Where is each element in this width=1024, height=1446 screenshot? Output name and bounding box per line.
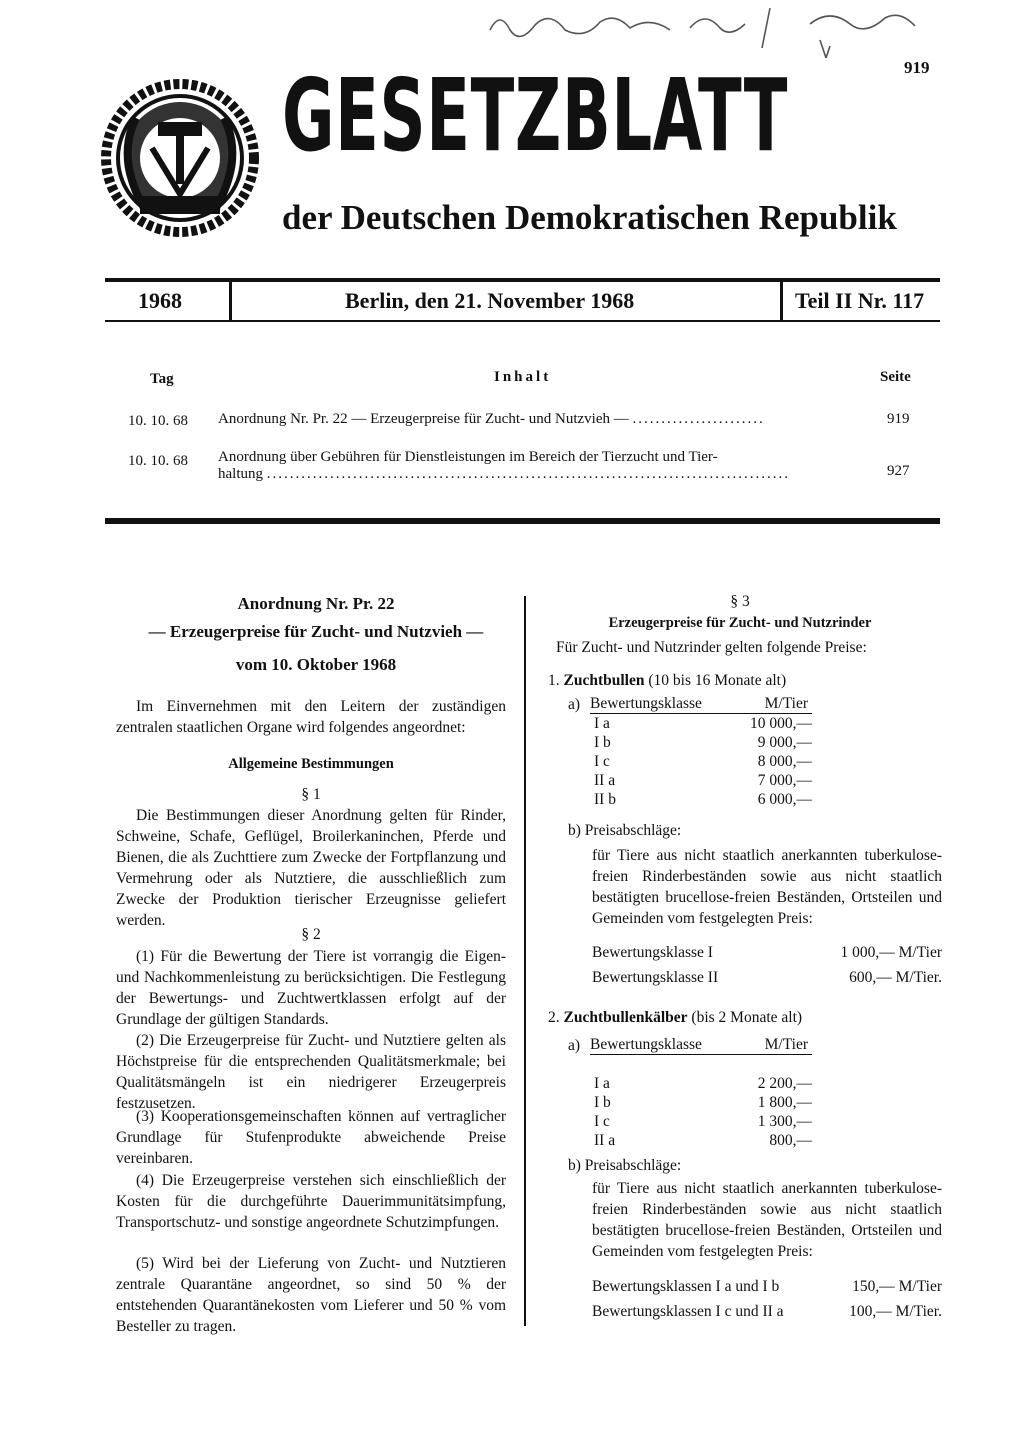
column-header: Bewertungsklasse	[590, 1035, 740, 1055]
table-row: I a 10 000,—	[594, 714, 812, 732]
table-row: I c 1 300,—	[594, 1112, 812, 1130]
toc-entry-title: Anordnung über Gebühren für Dienstleistungen im Bereich der Tierzucht und Tier-	[218, 449, 718, 465]
column-header: M/Tier	[740, 694, 812, 714]
sub-item-label: b) Preisabschläge:	[568, 822, 682, 839]
table-row: I a 2 200,—	[594, 1074, 812, 1092]
toc-entry-title: Anordnung Nr. Pr. 22 — Erzeugerpreise für Zucht- und Nutzvieh — .......................	[218, 411, 765, 427]
divider	[229, 280, 232, 322]
section-heading: Erzeugerpreise für Zucht- und Nutzrinder	[608, 615, 872, 631]
price-table	[590, 1035, 812, 1150]
paragraph-text: für Tiere aus nicht staatlich anerkannten tuberkulose-freien Rinderbeständen sowie aus nicht staatlich bestätigten brucellose-freien Beständen, Ortsteilen und Gemeinden vom festgelegten Preis:	[592, 1180, 942, 1260]
section-heading: Allgemeine Bestimmungen	[228, 756, 394, 772]
state-emblem-icon	[100, 78, 260, 238]
toc-date-header: Tag	[150, 371, 174, 387]
price-table	[590, 694, 812, 809]
table-row: II a 800,—	[594, 1131, 812, 1149]
paragraph-text: Für Zucht- und Nutzrinder gelten folgende Preise:	[556, 639, 867, 656]
toc-entry-page: 919	[887, 411, 910, 427]
decree-date: vom 10. Oktober 1968	[235, 655, 397, 674]
toc-page-header: Seite	[880, 369, 911, 385]
intro-paragraph: Im Einvernehmen mit den Leitern der zuständigen zentralen staatlichen Organe wird folgendes angeordnet:	[116, 698, 506, 736]
toc-entry-date: 10. 10. 68	[128, 453, 188, 469]
handwritten-note	[470, 0, 930, 60]
surcharge-row: Bewertungsklasse II 600,— M/Tier.	[592, 969, 942, 986]
surcharge-row: Bewertungsklassen I a und I b 150,— M/Tier	[592, 1278, 942, 1295]
decree-subtitle: — Erzeugerpreise für Zucht- und Nutzvieh —	[148, 622, 484, 641]
column-divider	[524, 596, 526, 1326]
toc-title-header: Inhalt	[494, 369, 552, 385]
sub-item-label: b) Preisabschläge:	[568, 1157, 682, 1174]
paragraph-text: für Tiere aus nicht staatlich anerkannten tuberkulose-freien Rinderbeständen sowie aus nicht staatlich bestätigten brucellose-freien Beständen, Ortsteilen und Gemeinden vom festgelegten Preis:	[592, 847, 942, 927]
divider	[780, 280, 783, 322]
list-item: 2. Zuchtbullenkälber (bis 2 Monate alt)	[548, 1009, 803, 1026]
surcharge-row: Bewertungsklassen I c und II a 100,— M/Tier.	[592, 1303, 942, 1320]
paragraph-text: (5) Wird bei der Lieferung von Zucht- und Nutztieren zentrale Quarantäne angeordnet, so sind 50 % der entstehenden Quarantänekosten vom Lieferer und 50 % vom Besteller zu tragen.	[116, 1255, 506, 1335]
paragraph-text: (2) Die Erzeugerpreise für Zucht- und Nutztiere gelten als Höchstpreise für die entsprechenden Qualitätsmerkmale; bei Qualitätsmängeln ist ein niedrigerer Erzeugerpreis festzusetzen.	[116, 1032, 506, 1112]
table-row: I c 8 000,—	[594, 752, 812, 770]
list-item: 1. Zuchtbullen (10 bis 16 Monate alt)	[548, 672, 787, 689]
paragraph-heading: § 3	[730, 593, 750, 610]
paragraph-text: (3) Kooperationsgemeinschaften können auf vertraglicher Grundlage für Stufenprodukte abweichende Preise vereinbaren.	[116, 1108, 506, 1167]
sub-item-label: a)	[568, 1037, 581, 1054]
paragraph-text: (1) Für die Bewertung der Tiere ist vorrangig die Eigen- und Nachkommenleistung zu berücksichtigen. Die Festlegung der Bewertungs- und Zuchtwertklassen erfolgt auf der Grundlage der gültigen Standards.	[116, 948, 506, 1028]
masthead-title: GESETZBLATT	[282, 57, 789, 174]
issue-date: Berlin, den 21. November 1968	[345, 288, 635, 313]
table-row: II b 6 000,—	[594, 790, 812, 808]
surcharge-row: Bewertungsklasse I 1 000,— M/Tier	[592, 944, 942, 961]
column-header: Bewertungsklasse	[590, 694, 740, 714]
issue-year: 1968	[138, 288, 182, 313]
toc-entry-title-cont: haltung ...........................................................................................	[218, 466, 790, 482]
paragraph-heading: § 1	[301, 786, 321, 803]
toc-entry-date: 10. 10. 68	[128, 413, 188, 429]
table-row: II a 7 000,—	[594, 771, 812, 789]
masthead-subtitle: der Deutschen Demokratischen Republik	[282, 198, 897, 237]
table-row: I b 9 000,—	[594, 733, 812, 751]
paragraph-heading: § 2	[301, 926, 321, 943]
page-number: 919	[904, 58, 930, 77]
paragraph-text: (4) Die Erzeugerpreise verstehen sich einschließlich der Kosten für die durchgeführte Dauerimmunitätsimpfung, Transportschutz- und sonstige angeordnete Schutzimpfungen.	[116, 1172, 506, 1231]
column-header: M/Tier	[740, 1035, 812, 1055]
sub-item-label: a)	[568, 696, 581, 713]
paragraph-text: Die Bestimmungen dieser Anordnung gelten für Rinder, Schweine, Schafe, Geflügel, Broilerkaninchen, Pferde und Bienen, die als Zuchttiere zum Zwecke der Fortpflanzung und Vermehrung oder als Nutztiere, die ausschließlich zum Zwecke der Produktion tierischer Erzeugnisse geliefert werden.	[116, 807, 506, 929]
issue-part: Teil II Nr. 117	[795, 288, 925, 313]
table-row: I b 1 800,—	[594, 1093, 812, 1111]
toc-entry-page: 927	[887, 463, 910, 479]
rule-toc	[105, 518, 940, 524]
decree-title: Anordnung Nr. Pr. 22	[237, 594, 395, 613]
